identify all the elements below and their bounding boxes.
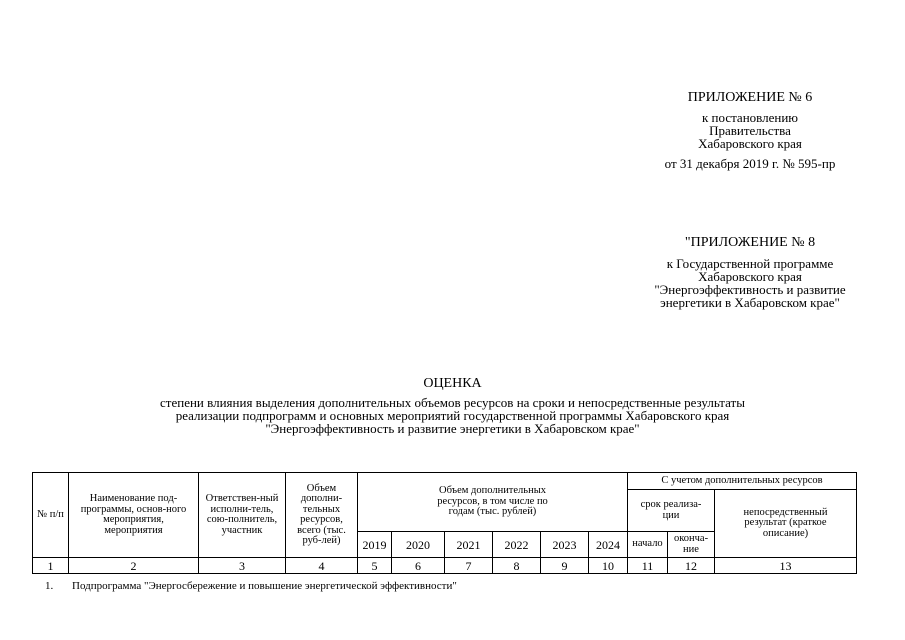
document-heading (100, 377, 805, 435)
appendix-8-line: Хабаровского края (698, 269, 802, 284)
index-cell: 7 (445, 558, 493, 574)
index-cell: 12 (668, 558, 715, 574)
header-responsible: Ответствен-ный исполни-тель, сою-полнитель, участник (199, 473, 286, 558)
header-result: непосредственный результат (краткое описание) (715, 490, 857, 558)
appendix-8-line: к Государственной программе (666, 256, 834, 271)
index-cell: 5 (358, 558, 392, 574)
header-term-end: оконча-ние (668, 532, 715, 558)
index-cell: 2 (69, 558, 199, 574)
header-year: 2022 (493, 532, 541, 558)
header-term-start: начало (628, 532, 668, 558)
index-cell: 11 (628, 558, 668, 574)
header-years-group: Объем дополнительных ресурсов, в том числе по годам (тыс. рублей) (358, 473, 628, 532)
index-cell: 3 (199, 558, 286, 574)
header-num: № п/п (33, 473, 69, 558)
subprogram-number: 1. (45, 580, 54, 592)
index-cell: 9 (541, 558, 589, 574)
heading-line: степени влияния выделения дополнительных объемов ресурсов на сроки и непосредственные результаты (160, 395, 745, 410)
header-year: 2023 (541, 532, 589, 558)
subprogram-title: Подпрограмма "Энергосбережение и повышение энергетической эффективности" (72, 580, 457, 592)
appendix-8-line: "Энергоэффективность и развитие (654, 282, 846, 297)
appendix-6-block (620, 91, 880, 170)
header-extra-group: С учетом дополнительных ресурсов (628, 473, 857, 490)
assessment-table (32, 472, 857, 574)
appendix-6-line: Хабаровского края (698, 136, 802, 151)
header-year: 2024 (589, 532, 628, 558)
appendix-6-line: к постановлению (701, 110, 799, 125)
index-cell: 1 (33, 558, 69, 574)
index-cell: 8 (493, 558, 541, 574)
appendix-6-date: от 31 декабря 2019 г. № 595-пр (664, 156, 836, 171)
appendix-8-line: энергетики в Хабаровском крае" (660, 295, 840, 310)
index-cell: 6 (392, 558, 445, 574)
document-title: ОЦЕНКА (423, 376, 482, 391)
appendix-8-title: "ПРИЛОЖЕНИЕ № 8 (684, 235, 816, 250)
index-cell: 4 (286, 558, 358, 574)
appendix-8-block (620, 236, 880, 309)
header-year: 2020 (392, 532, 445, 558)
header-total: Объем дополни-тельных ресурсов, всего (тыс. руб-лей) (286, 473, 358, 558)
appendix-6-line: Правительства (709, 123, 791, 138)
header-year: 2021 (445, 532, 493, 558)
appendix-6-title: ПРИЛОЖЕНИЕ № 6 (687, 90, 813, 105)
index-cell: 10 (589, 558, 628, 574)
header-term: срок реализа-ции (628, 490, 715, 532)
index-cell: 13 (715, 558, 857, 574)
heading-line: "Энергоэффективность и развитие энергетики в Хабаровском крае" (265, 421, 640, 436)
header-year: 2019 (358, 532, 392, 558)
heading-line: реализации подпрограмм и основных мероприятий государственной программы Хабаровского края (175, 408, 730, 423)
header-name: Наименование под-программы, основ-ного мероприятия, мероприятия (69, 473, 199, 558)
